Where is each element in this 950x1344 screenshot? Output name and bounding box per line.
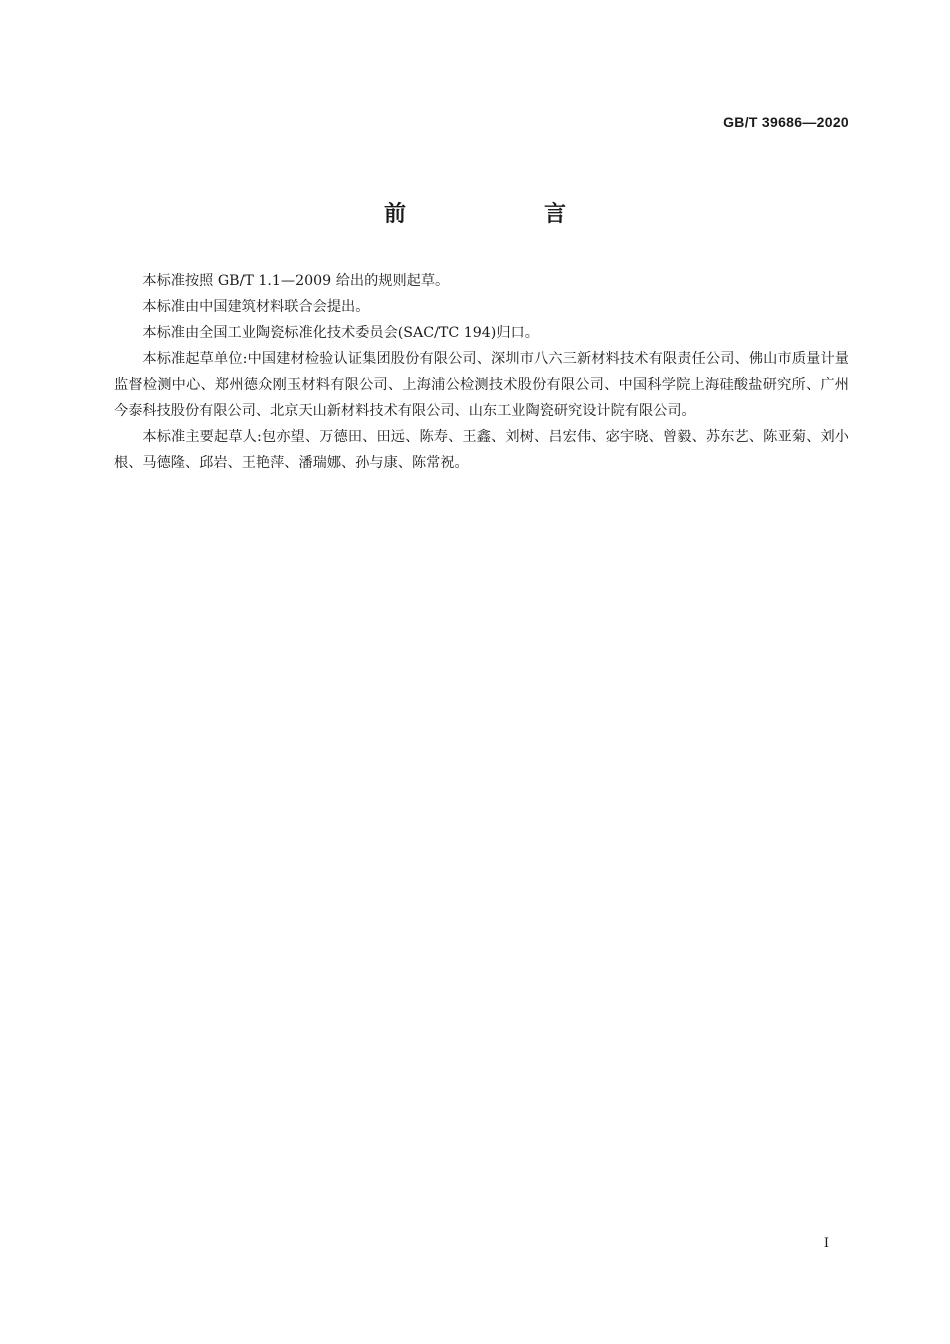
paragraph-drafting-units: 本标准起草单位:中国建材检验认证集团股份有限公司、深圳市八六三新材料技术有限责任公司、佛山市质量计量监督检测中心、郑州德众刚玉材料有限公司、上海浦公检测技术股份有限公司、中国科学院上海硅酸盐研究所、广州今泰科技股份有限公司、北京天山新材料技术有限公司、山东工业陶瓷研究设计院有限公司。: [114, 351, 849, 419]
page-title: 前 言: [383, 202, 624, 227]
document-body: [114, 268, 849, 476]
paragraph-drafters: 本标准主要起草人:包亦望、万德田、田远、陈寿、王鑫、刘树、吕宏伟、宓宇晓、曾毅、苏东艺、陈亚菊、刘小根、马德隆、邱岩、王艳萍、潘瑞娜、孙与康、陈常祝。: [114, 429, 849, 471]
page-number: I: [823, 1236, 829, 1251]
paragraph-jurisdiction: 本标准由全国工业陶瓷标准化技术委员会(SAC/TC 194)归口。: [142, 325, 539, 341]
paragraph-proposer: 本标准由中国建筑材料联合会提出。: [142, 299, 370, 315]
paragraph-drafting-rules: 本标准按照 GB/T 1.1—2009 给出的规则起草。: [142, 273, 450, 289]
standard-code: GB/T 39686—2020: [723, 114, 849, 130]
